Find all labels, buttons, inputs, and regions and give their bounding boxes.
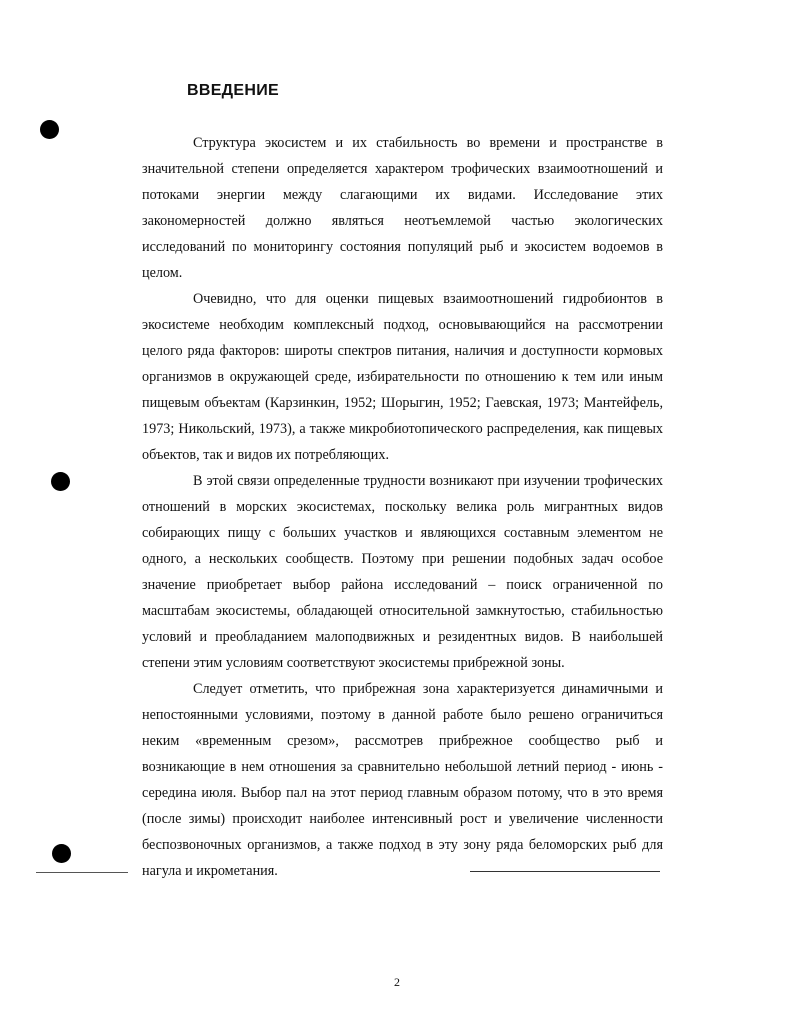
paragraph: Очевидно, что для оценки пищевых взаимоотношений гидробионтов в экосистеме необходим комплексный подход, основывающийся на рассмотрении целого ряда факторов: широты спектров питания, наличия и доступности кормовых организмов в окружающей среде, избирательности по отношению к тем или иным пищевым объектам (Карзинкин, 1952; Шорыгин, 1952; Гаевская, 1973; Мантейфель, 1973; Никольский, 1973), а также микробиотопического распределения, как пищевых объектов, так и видов их потребляющих. — [142, 291, 663, 463]
section-heading: ВВЕДЕНИЕ — [187, 82, 279, 99]
paragraph: Структура экосистем и их стабильность во времени и пространстве в значительной степени определяется характером трофических взаимоотношений и потоками энергии между слагающими их видами. Исследование этих закономерностей должно являться неотъемлемой частью экологических исследований по мониторингу состояния популяций рыб и экосистем водоемов в целом. — [142, 135, 663, 281]
punch-hole-mark — [52, 844, 71, 863]
punch-hole-mark — [40, 120, 59, 139]
page-number: 2 — [394, 975, 400, 989]
paragraph: Следует отметить, что прибрежная зона характеризуется динамичными и непостоянными условиями, поэтому в данной работе было решено ограничиться неким «временным срезом», рассмотрев прибрежное сообщество рыб и возникающие в нем отношения за сравнительно небольшой летний период - июнь - середина июля. Выбор пал на этот период главным образом потому, что в это время (после зимы) происходит наиболее интенсивный рост и увеличение численности беспозвоночных организмов, а также подход в эту зону ряда беломорских рыб для нагула и икрометания. — [142, 681, 663, 879]
punch-hole-mark — [51, 472, 70, 491]
body-text — [142, 130, 663, 884]
paragraph: В этой связи определенные трудности возникают при изучении трофических отношений в морских экосистемах, поскольку велика роль мигрантных видов собирающих пищу с больших участков и являющихся составным элементом не одного, а нескольких сообществ. Поэтому при решении подобных задач особое значение приобретает выбор района исследований – поиск ограниченной по масштабам экосистемы, обладающей относительной замкнутостью, стабильностью условий и преобладанием малоподвижных и резидентных видов. В наибольшей степени этим условиям соответствуют экосистемы прибрежной зоны. — [142, 473, 663, 671]
scan-artifact-line — [36, 872, 128, 873]
